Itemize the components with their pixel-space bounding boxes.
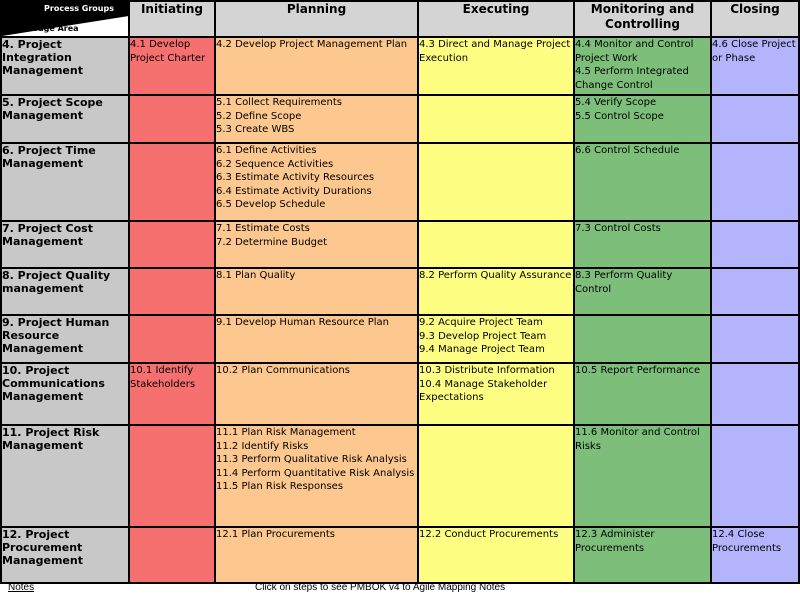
header-closing: Closing [711, 1, 799, 37]
initiating-cell [129, 37, 215, 95]
closing-cell [711, 268, 799, 315]
closing-cell [711, 315, 799, 363]
executing-cell [418, 268, 574, 315]
initiating-cell [129, 425, 215, 527]
header-initiating: Initiating [129, 1, 215, 37]
initiating-cell [129, 315, 215, 363]
notes-link[interactable]: Notes [8, 582, 35, 593]
knowledge-area-cell: 5. Project Scope Management [1, 95, 129, 143]
process-groups-label: Process Groups [44, 4, 114, 13]
process-step[interactable]: 4.6 Close Project or Phase [712, 39, 796, 64]
process-step[interactable]: 6.1 Define Activities [216, 145, 317, 156]
initiating-cell [129, 95, 215, 143]
monitoring-cell [574, 315, 711, 363]
monitoring-cell [574, 221, 711, 268]
matrix-body [1, 37, 799, 583]
process-step[interactable]: 7.2 Determine Budget [216, 236, 328, 248]
process-step[interactable]: 9.4 Manage Project Team [419, 344, 545, 355]
process-step[interactable]: 5.4 Verify Scope [575, 97, 657, 108]
monitoring-cell [574, 143, 711, 221]
initiating-cell [129, 363, 215, 425]
table-row [1, 268, 799, 315]
process-step[interactable]: 8.1 Plan Quality [216, 270, 296, 281]
knowledge-area-cell: 9. Project Human Resource Management [1, 315, 129, 363]
closing-cell [711, 363, 799, 425]
process-step[interactable]: 4.1 Develop Project Charter [130, 39, 206, 64]
process-step[interactable]: 11.5 Plan Risk Responses [216, 481, 344, 492]
process-step[interactable]: 6.2 Sequence Activities [216, 158, 334, 170]
executing-cell [418, 37, 574, 95]
process-step[interactable]: 9.2 Acquire Project Team [419, 317, 543, 328]
process-step[interactable]: 10.2 Plan Communications [216, 365, 350, 376]
process-step[interactable]: 6.3 Estimate Activity Resources [216, 172, 375, 183]
planning-cell [215, 315, 418, 363]
knowledge-area-cell: 11. Project Risk Management [1, 425, 129, 527]
planning-cell [215, 143, 418, 221]
process-step[interactable]: 11.2 Identify Risks [216, 440, 309, 452]
process-step[interactable]: 11.6 Monitor and Control Risks [575, 427, 700, 452]
planning-cell [215, 95, 418, 143]
process-step[interactable]: 5.5 Control Scope [575, 110, 664, 122]
table-row [1, 37, 799, 95]
table-row [1, 363, 799, 425]
process-step[interactable]: 12.2 Conduct Procurements [419, 529, 559, 540]
knowledge-area-cell: 12. Project Procurement Management [1, 527, 129, 583]
process-step[interactable]: 8.3 Perform Quality Control [575, 270, 673, 295]
process-step[interactable]: 5.1 Collect Requirements [216, 97, 343, 108]
process-step[interactable]: 10.5 Report Performance [575, 365, 701, 376]
closing-cell [711, 527, 799, 583]
process-step[interactable]: 4.2 Develop Project Management Plan [216, 39, 408, 50]
process-step[interactable]: 4.3 Direct and Manage Project Execution [419, 39, 571, 64]
closing-cell [711, 95, 799, 143]
process-step[interactable]: 11.1 Plan Risk Management [216, 427, 356, 438]
initiating-cell [129, 268, 215, 315]
executing-cell [418, 315, 574, 363]
planning-cell [215, 425, 418, 527]
executing-cell [418, 221, 574, 268]
process-step[interactable]: 6.5 Develop Schedule [216, 199, 326, 210]
table-row [1, 143, 799, 221]
planning-cell [215, 363, 418, 425]
table-row [1, 95, 799, 143]
footer-instruction: Click on steps to see PMBOK v4 to Agile Mapping Notes [255, 582, 506, 593]
initiating-cell [129, 143, 215, 221]
table-row [1, 221, 799, 268]
knowledge-area-cell: 8. Project Quality management [1, 268, 129, 315]
footer [0, 580, 800, 598]
process-step[interactable]: 7.1 Estimate Costs [216, 223, 310, 234]
closing-cell [711, 221, 799, 268]
matrix-corner-header [1, 1, 129, 37]
process-step[interactable]: 11.3 Perform Qualitative Risk Analysis [216, 454, 407, 465]
initiating-cell [129, 527, 215, 583]
table-row [1, 527, 799, 583]
initiating-cell [129, 221, 215, 268]
header-executing: Executing [418, 1, 574, 37]
process-step[interactable]: 6.4 Estimate Activity Durations [216, 185, 372, 197]
process-step[interactable]: 4.5 Perform Integrated Change Control [575, 66, 689, 91]
knowledge-area-label: Knowledge Area [5, 24, 79, 33]
executing-cell [418, 527, 574, 583]
process-step[interactable]: 7.3 Control Costs [575, 223, 661, 234]
closing-cell [711, 425, 799, 527]
monitoring-cell [574, 268, 711, 315]
process-step[interactable]: 12.4 Close Procurements [712, 529, 782, 554]
planning-cell [215, 37, 418, 95]
process-step[interactable]: 9.1 Develop Human Resource Plan [216, 317, 389, 328]
header-row [1, 1, 799, 37]
process-step[interactable]: 11.4 Perform Quantitative Risk Analysis [216, 467, 415, 479]
process-step[interactable]: 10.4 Manage Stakeholder Expectations [419, 378, 548, 403]
process-step[interactable]: 12.3 Administer Procurements [575, 529, 655, 554]
monitoring-cell [574, 363, 711, 425]
executing-cell [418, 363, 574, 425]
process-step[interactable]: 5.2 Define Scope [216, 110, 302, 122]
knowledge-area-cell: 4. Project Integration Management [1, 37, 129, 95]
closing-cell [711, 37, 799, 95]
executing-cell [418, 95, 574, 143]
table-row [1, 425, 799, 527]
closing-cell [711, 143, 799, 221]
planning-cell [215, 268, 418, 315]
knowledge-area-cell: 10. Project Communications Management [1, 363, 129, 425]
monitoring-cell [574, 95, 711, 143]
process-step[interactable]: 12.1 Plan Procurements [216, 529, 336, 540]
process-step[interactable]: 5.3 Create WBS [216, 124, 295, 135]
process-step[interactable]: 6.6 Control Schedule [575, 145, 680, 156]
process-step[interactable]: 8.2 Perform Quality Assurance [419, 270, 572, 281]
process-step[interactable]: 9.3 Develop Project Team [419, 330, 547, 342]
process-step[interactable]: 4.4 Monitor and Control Project Work [575, 39, 694, 64]
table-row [1, 315, 799, 363]
knowledge-area-cell: 6. Project Time Management [1, 143, 129, 221]
executing-cell [418, 425, 574, 527]
monitoring-cell [574, 527, 711, 583]
executing-cell [418, 143, 574, 221]
knowledge-area-cell: 7. Project Cost Management [1, 221, 129, 268]
process-step[interactable]: 10.3 Distribute Information [419, 365, 555, 376]
planning-cell [215, 527, 418, 583]
monitoring-cell [574, 37, 711, 95]
process-step[interactable]: 10.1 Identify Stakeholders [130, 365, 196, 390]
monitoring-cell [574, 425, 711, 527]
header-monitoring-controlling: Monitoring and Controlling [574, 1, 711, 37]
planning-cell [215, 221, 418, 268]
header-planning: Planning [215, 1, 418, 37]
